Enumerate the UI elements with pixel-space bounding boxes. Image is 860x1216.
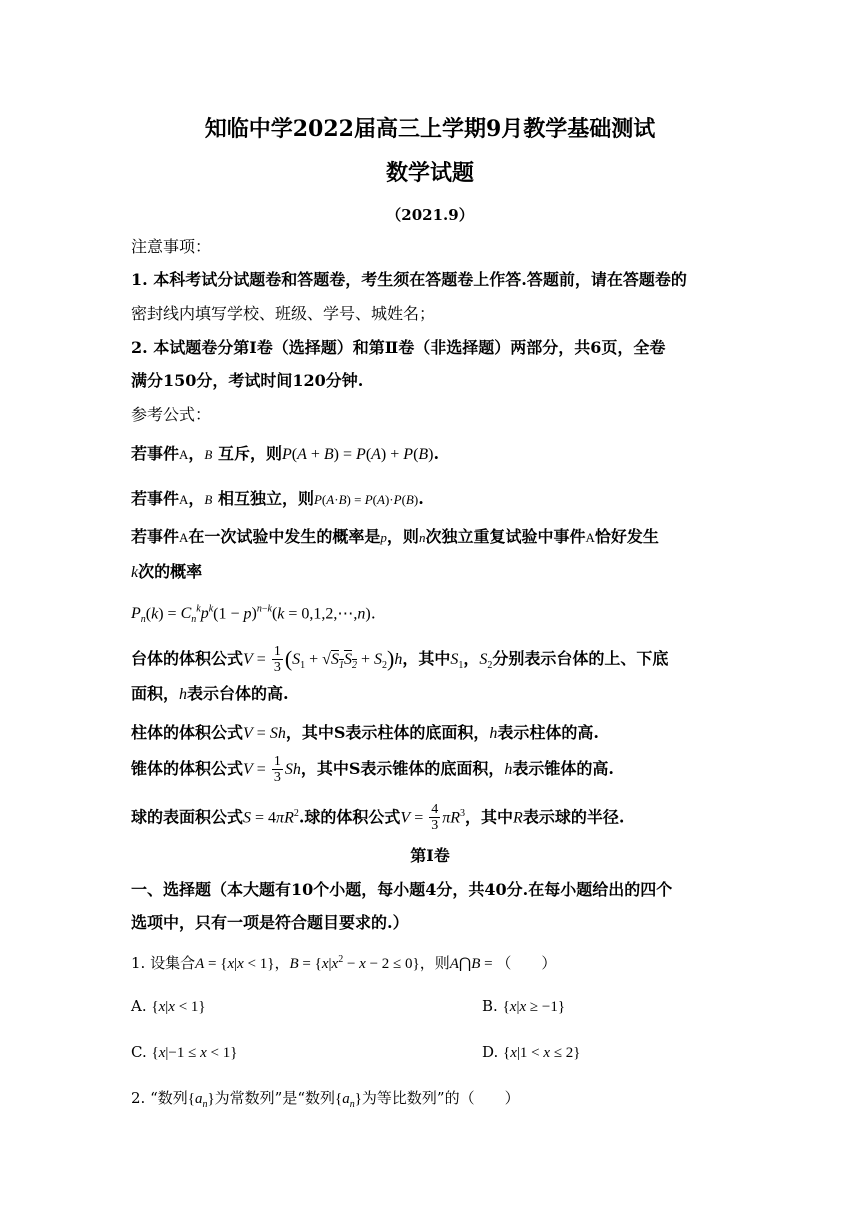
formula-prism: 柱体的体积公式V = Sh，其中S表示柱体的底面积，h表示柱体的高. [131,723,599,742]
formula-text: 锥体的体积公式 [131,759,244,778]
formula-pyramid: 锥体的体积公式V = $\frac{1}{3}$ Sh，其中S表示锥体的底面积，h表示锥体的高. [131,754,614,785]
question-text: 1. 设集合 [131,954,196,972]
formula-text: 恰好发生 [594,527,659,546]
option-label: D. [482,1043,499,1061]
formula-text: 若事件 [131,489,180,508]
formula-text: 互斥，则 [217,444,282,463]
question-1: 1. 设集合A = {x|x < 1}，$B = \{x|x^2 - x - 2 \le 0\}$，则A⋂B = （ ） [131,954,557,972]
formula-text: 表示球的半径. [522,807,625,827]
formula-text: 若事件 [131,527,180,546]
formula-bernoulli-line2: k次的概率 [131,562,203,581]
formula-text: ，其中S表示锥体的底面积， [300,759,505,778]
formula-text: 表示锥体的高. [512,759,614,778]
exam-title: 知临中学2022届高三上学期9月教学基础测试 [204,116,656,142]
formula-independent: 若事件A，B 相互独立，则P(A·B) = P(A)·P(B). [131,489,424,508]
formula-text: 次独立重复试验中事件 [425,527,586,546]
notice-item2-line1: 2. 本试题卷分第Ⅰ卷（选择题）和第Ⅱ卷（非选择题）两部分，共6页，全卷 [131,338,666,357]
notice-item1-line2: 密封线内填写学校、班级、学号、城姓名； [131,304,436,323]
formula-sphere: 球的表面积公式$S = 4\pi R^2$.球的体积公式V = $\frac{4}{3}$ $\pi R^3$，其中R表示球的半径. [131,802,625,834]
option-label: C. [131,1043,147,1061]
formula-text: 柱体的体积公式 [131,723,244,742]
question-2: 2. “数列$\{a_n\}$为常数列”是“数列$\{a_n\}$为等比数列”的（ ） [131,1089,520,1110]
formula-heading: 参考公式： [131,405,212,424]
formula-text: ，其中 [465,807,514,827]
option-label: A. [131,997,147,1015]
q1-option-b[interactable]: B. {x|x ≥ −1} [482,997,566,1015]
formula-text: 表示台体的高. [187,684,289,703]
formula-frustum-line1: 台体的体积公式V = $\frac{1}{3}$ $(S_1 + √S_1S_2 + S_2)h$，其中$S_1$，$S_2$分别表示台体的上、下底 [131,644,669,675]
q1-option-a[interactable]: A. {x|x < 1} [131,997,206,1015]
formula-binomial: $P_n(k) = C_n^kp^k(1 - p)^{n-k}(k$ = 0,1,2,⋯,n). [131,603,376,626]
q1-option-d[interactable]: D. {x|1 < x ≤ 2} [482,1043,581,1061]
answer-paren: （ ） [496,954,557,972]
formula-text: 表示柱体的高. [497,723,599,742]
notice-item1-line1: 1. 本科考试分试题卷和答题卷，考生须在答题卷上作答.答题前，请在答题卷的 [131,270,687,289]
formula-mutually-exclusive: 若事件A，B 互斥，则P(A + B) = P(A) + P(B). [131,444,440,463]
formula-bernoulli-line1: 若事件A在一次试验中发生的概率是p，则n次独立重复试验中事件A恰好发生 [131,527,659,546]
q1-option-c[interactable]: C. {x|−1 ≤ x < 1} [131,1043,238,1061]
formula-text: 相互独立，则 [217,489,314,508]
section-title: 第Ⅰ卷 [410,846,450,865]
formula-text: 次的概率 [138,562,203,581]
choice-instruction-line1: 一、选择题（本大题有10个小题，每小题4分，共40分.在每小题给出的四个 [131,880,673,899]
formula-frustum-line2: 面积，h表示台体的高. [131,684,289,703]
formula-text: 台体的体积公式 [131,649,244,668]
formula-text: ，其中 [402,649,451,668]
formula-text: ，其中S表示柱体的底面积， [285,723,490,742]
question-text: 为等比数列”的（ ） [361,1089,520,1107]
notice-item2-line2: 满分150分，考试时间120分钟. [131,371,364,390]
choice-instruction-line2: 选项中，只有一项是符合题目要求的.） [131,913,409,932]
exam-subtitle: 数学试题 [385,160,474,186]
formula-text: .球的体积公式 [298,807,401,827]
formula-text: 若事件 [131,444,180,463]
formula-text: 在一次试验中发生的概率是 [188,527,381,546]
formula-text: 分别表示台体的上、下底 [492,649,669,668]
option-label: B. [482,997,498,1015]
question-text: ，则 [419,954,450,972]
formula-text: 球的表面积公式 [131,807,244,827]
question-text: 为常数列”是“数列 [214,1089,335,1107]
formula-text: ，则 [386,527,419,546]
notice-heading: 注意事项： [131,237,212,256]
exam-date: （2021.9） [386,206,474,224]
question-text: 2. “数列 [131,1089,188,1107]
formula-text: 面积， [131,684,180,703]
